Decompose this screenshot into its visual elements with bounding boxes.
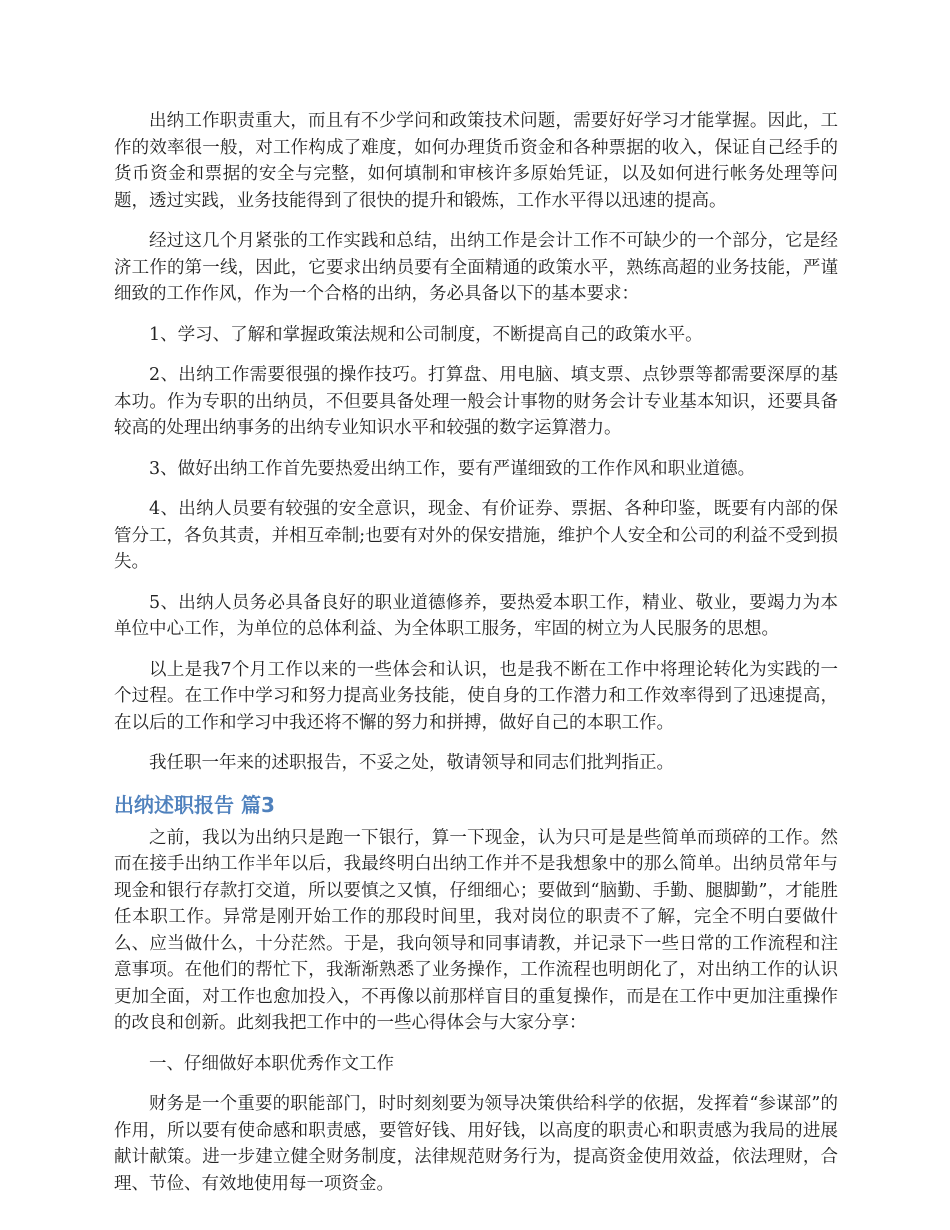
body-paragraph: 以上是我7个月工作以来的一些体会和认识，也是我不断在工作中将理论转化为实践的一个过程。在工作中学习和努力提高业务技能，使自身的工作潜力和工作效率得到了迅速提高，在以后的工作和学习中我还将不懈的努力和拼搏，做好自己的本职工作。 — [114, 659, 838, 733]
list-item-paragraph: 5、出纳人员务必具备良好的职业道德修养，要热爱本职工作，精业、敬业，要竭力为本单位中心工作，为单位的总体利益、为全体职工服务，牢固的树立为人民服务的思想。 — [114, 592, 838, 639]
body-paragraph: 经过这几个月紧张的工作实践和总结，出纳工作是会计工作不可缺少的一个部分，它是经济工作的第一线，因此，它要求出纳员要有全面精通的政策水平，熟练高超的业务技能，严谨细致的工作作风，作为一个合格的出纳，务必具备以下的基本要求： — [114, 231, 838, 304]
list-item-paragraph: 4、出纳人员要有较强的安全意识，现金、有价证券、票据、各种印鉴，既要有内部的保管分工，各负其责，并相互牵制;也要有对外的保安措施，维护个人安全和公司的利益不受到损失。 — [114, 499, 838, 572]
list-item-paragraph: 3、做好出纳工作首先要热爱出纳工作，要有严谨细致的工作作风和职业道德。 — [149, 458, 756, 479]
body-paragraph: 我任职一年来的述职报告，不妥之处，敬请领导和同志们批判指正。 — [149, 753, 674, 773]
document-page — [114, 108, 838, 1211]
list-item-paragraph: 1、学习、了解和掌握政策法规和公司制度，不断提高自己的政策水平。 — [149, 324, 703, 345]
section-heading: 出纳述职报告 篇3 — [114, 792, 275, 817]
body-paragraph: 财务是一个重要的职能部门，时时刻刻要为领导决策供给科学的依据，发挥着“参谋部”的作用，所以要有使命感和职责感，要管好钱、用好钱，以高度的职责心和职责感为我局的进展献计献策。进一步建立健全财务制度，法律规范财务行为，提高资金使用效益，依法理财，合理、节俭、有效地使用每一项资金。 — [114, 1094, 838, 1194]
body-paragraph: 出纳工作职责重大，而且有不少学问和政策技术问题，需要好好学习才能掌握。因此，工作的效率很一般，对工作构成了难度，如何办理货币资金和各种票据的收入，保证自己经手的货币资金和票据的安全与完整，如何填制和审核许多原始凭证，以及如何进行帐务处理等问题，透过实践，业务技能得到了很快的提升和锻炼，工作水平得以迅速的提高。 — [114, 111, 838, 211]
subheading-paragraph: 一、仔细做好本职优秀作文工作 — [149, 1053, 394, 1074]
body-paragraph: 之前，我以为出纳只是跑一下银行，算一下现金，认为只可是是些简单而琐碎的工作。然而在接手出纳工作半年以后，我最终明白出纳工作并不是我想象中的那么简单。出纳员常年与现金和银行存款打交道，所以要慎之又慎，仔细细心；要做到“脑勤、手勤、腿脚勤”，才能胜任本职工作。异常是刚开始工作的那段时间里，我对岗位的职责不了解，完全不明白要做什么、应当做什么，十分茫然。于是，我向领导和同事请教，并记录下一些日常的工作流程和注意事项。在他们的帮忙下，我渐渐熟悉了业务操作，工作流程也明朗化了，对出纳工作的认识更加全面，对工作也愈加投入，不再像以前那样盲目的重复操作，而是在工作中更加注重操作的改良和创新。此刻我把工作中的一些心得体会与大家分享： — [114, 827, 838, 1033]
list-item-paragraph: 2、出纳工作需要很强的操作技巧。打算盘、用电脑、填支票、点钞票等都需要深厚的基本功。作为专职的出纳员，不但要具备处理一般会计事物的财务会计专业基本知识，还要具备较高的处理出纳事务的出纳专业知识水平和较强的数字运算潜力。 — [114, 365, 838, 438]
